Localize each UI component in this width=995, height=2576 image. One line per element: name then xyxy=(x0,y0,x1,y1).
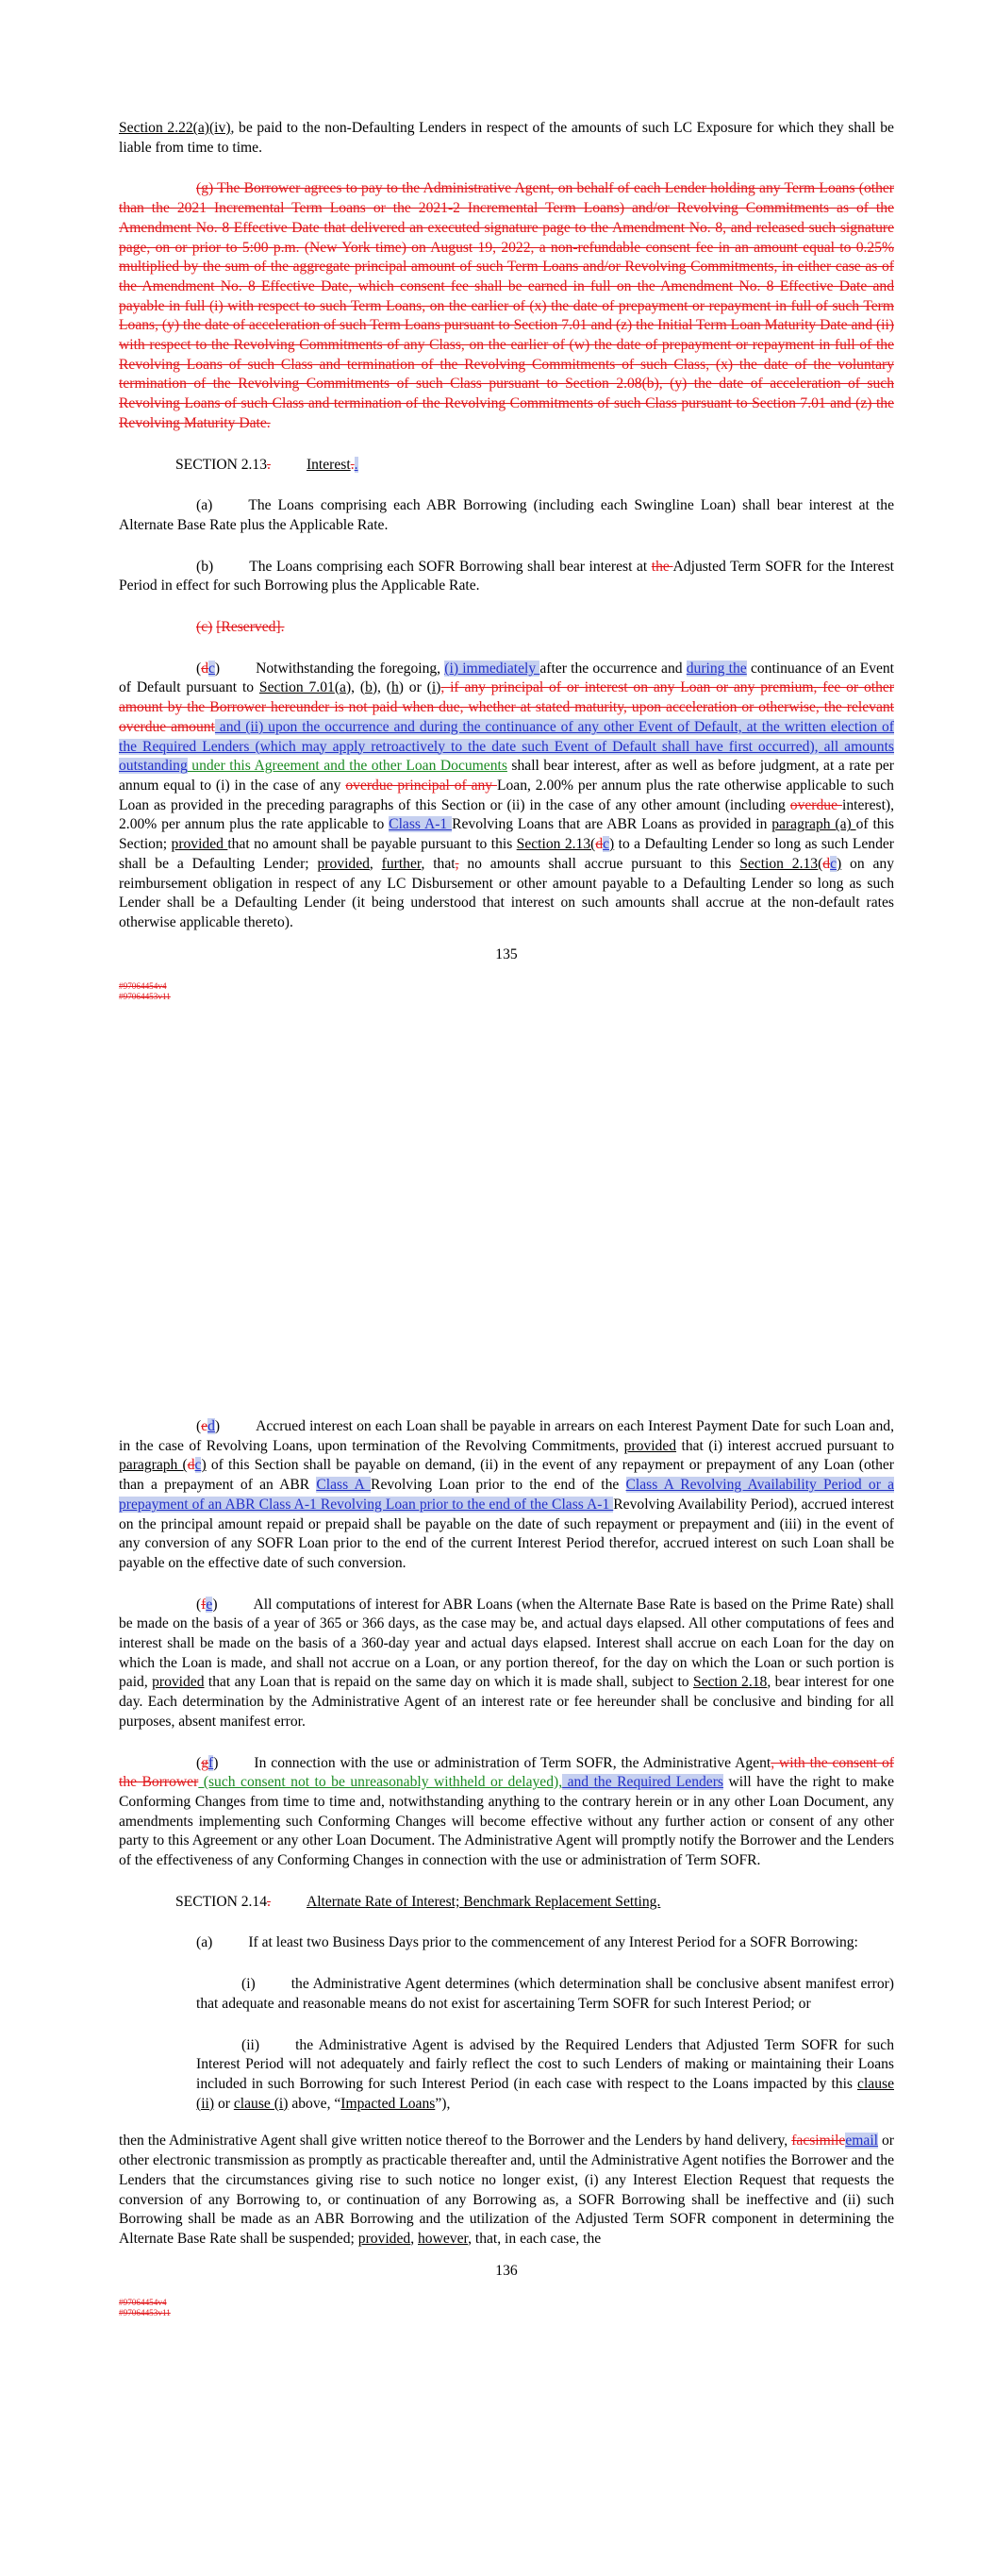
paragraph-text: The Loans comprising each ABR Borrowing (including each Swingline Loan) shall bear interest at the Alternate Base Rate plus the Applicable Rate. xyxy=(119,497,894,533)
text: that (i) interest accrued pursuant to xyxy=(676,1437,894,1454)
defined-term: however xyxy=(418,2230,469,2247)
paragraph-text: If at least two Business Days prior to the commencement of any Interest Period for a SOFR Borrowing: xyxy=(248,1934,858,1951)
label-paren: ( xyxy=(196,1754,202,1771)
section-ref: Section 7.01 xyxy=(258,679,335,696)
section-ref: b xyxy=(365,679,373,696)
section-title: Interest xyxy=(306,456,351,473)
deleted-period: . xyxy=(267,1893,271,1910)
inserted-letter: c xyxy=(194,1457,202,1474)
paragraph-a-abr xyxy=(119,496,894,535)
deleted-letter: d xyxy=(187,1457,195,1474)
text: Accrued interest on each Loan shall be payable in arrears on each Interest Payment Date for such Loan and, in the case of Revolving Loans, upon termination of the Revolving Commitments, xyxy=(119,1418,894,1454)
footer-doc-id: #97064453v11 xyxy=(119,992,171,1002)
text: , xyxy=(410,2230,418,2247)
page-136-body xyxy=(119,1417,894,2318)
defined-term: further xyxy=(381,855,422,872)
inserted-text: during the xyxy=(686,660,747,677)
paragraph-b-sofr xyxy=(119,558,894,596)
section-ref: clause (i) xyxy=(233,2095,289,2112)
text: shall bear interest, after as well as before judgment, at a rate per annum equal to (i) in the case of any xyxy=(119,758,894,794)
inserted-text: email xyxy=(845,2133,878,2149)
label-paren: ( xyxy=(196,1596,202,1613)
deleted-text: overdue principal of any xyxy=(345,777,497,794)
inserted-letter: c xyxy=(603,836,610,853)
paragraph-label: (b) xyxy=(196,558,214,575)
deleted-text: facsimile xyxy=(791,2133,846,2149)
text: ), ( xyxy=(372,679,391,696)
text: , that xyxy=(421,855,456,872)
defined-term: provided xyxy=(623,1437,677,1454)
paragraph-c-reserved xyxy=(119,618,894,638)
page-number: 135 xyxy=(495,945,518,962)
paragraph-lc-exposure xyxy=(119,119,894,158)
text: , bear interest for one day. Each determination by the Administrative Agent of an interest rate or fee hereunder shall be conclusive and binding for all purposes, absent manifest error. xyxy=(119,1674,895,1730)
paragraph-text: The Loans comprising each SOFR Borrowing shall bear interest at xyxy=(249,558,652,575)
deleted-letter: d xyxy=(201,660,208,677)
paragraph-f-computations xyxy=(119,1596,894,1732)
section-ref: Section 2.13( xyxy=(739,855,823,872)
text: after the occurrence and xyxy=(539,660,687,677)
deleted-text: the xyxy=(651,558,673,575)
section-ref: ) xyxy=(837,855,842,872)
deleted-text: , with the consent of the Borrower xyxy=(119,1754,894,1791)
footer-doc-id: #97064453v11 xyxy=(119,2308,171,2318)
inserted-letter: d xyxy=(207,1418,215,1434)
label-paren: ) xyxy=(213,1754,219,1771)
defined-term: provided xyxy=(317,855,370,872)
deleted-text: , if any principal of or interest on any Loan or any premium, fee or other amount by the Borrower hereunder is not paid when due, whether at stated maturity, upon acceleration or otherwise, the relevant overdue amount xyxy=(119,679,894,735)
text: In connection with the use or administration of Term SOFR, the Administrative Agent xyxy=(254,1754,771,1771)
text: to a Defaulting Lender so long as such Lender shall be a Defaulting Lender; xyxy=(119,836,895,872)
paragraph-label: (a) xyxy=(196,497,213,514)
paragraph-g-conforming-changes xyxy=(119,1754,894,1871)
inserted-text: Class A-1 xyxy=(389,816,453,833)
inserted-letter: c xyxy=(208,660,215,677)
inserted-text: Class A xyxy=(316,1477,372,1494)
deleted-letter: e xyxy=(201,1418,208,1434)
text: ) or ( xyxy=(398,679,432,696)
label-paren: ( xyxy=(196,660,202,677)
paragraph-label: (a) xyxy=(196,1934,213,1951)
section-ref: Section 2.18 xyxy=(692,1674,768,1691)
inserted-text: and (ii) upon the occurrence and during the continuance of any other Event of Default, at the written election of the Required Lenders (which may apply retroactively to the date such Event of Default shall have first occurred), all amounts outstanding xyxy=(119,718,894,775)
paragraph-label: (c) xyxy=(196,619,213,636)
inserted-text: and the Required Lenders xyxy=(562,1774,723,1791)
section-ref: clause (ii) xyxy=(196,2075,894,2112)
text: no amounts shall accrue pursuant to this xyxy=(458,855,740,872)
text: interest), 2.00% per annum plus the rate applicable to xyxy=(119,796,894,833)
moved-deleted-text: (such consent not to be unreasonably withheld or delayed), xyxy=(198,1774,563,1791)
inserted-period: . xyxy=(354,456,358,473)
paragraph-then-notice xyxy=(119,2132,894,2249)
text: that any Loan that is repaid on the same day on which it is made shall, subject to xyxy=(204,1674,693,1691)
text: Loan, 2.00% per annum plus the rate otherwise applicable to such Loan as provided in the preceding paragraphs of this Section or (ii) in the case of any other amount (including xyxy=(119,777,894,813)
inserted-letter: c xyxy=(830,855,837,872)
section-ref: paragraph ( xyxy=(119,1457,188,1474)
text: ) xyxy=(436,679,441,696)
section-number: SECTION 2.14 xyxy=(175,1893,268,1910)
clause-text: the Administrative Agent determines (which determination shall be conclusive absent manifest error) that adequate and reasonable means do not exist for ascertaining Term SOFR for such Interest Period; or xyxy=(196,1976,894,2012)
footer-doc-id: #97064454v4 xyxy=(119,981,167,992)
text: ”), xyxy=(435,2095,451,2112)
paragraph-d-default-interest xyxy=(119,660,894,933)
label-paren: ) xyxy=(214,1418,221,1434)
text: Revolving Loan prior to the end of the xyxy=(371,1477,626,1494)
moved-text: under this Agreement and the other Loan Documents xyxy=(187,758,507,775)
clause-label: (ii) xyxy=(241,2036,260,2053)
text: then the Administrative Agent shall give written notice thereof to the Borrower and the Lenders by hand delivery, xyxy=(119,2133,792,2149)
text: above, “ xyxy=(288,2095,341,2112)
page-number: 136 xyxy=(495,2262,518,2279)
paragraph-a-sofr-unavailable xyxy=(119,1933,894,1953)
text: of this Section; xyxy=(119,816,894,853)
clause-label: (i) xyxy=(241,1976,256,1993)
text: ( xyxy=(334,679,340,696)
inserted-text: (i) immediately xyxy=(444,660,540,677)
defined-term: Impacted Loans xyxy=(340,2095,436,2112)
inserted-letter: e xyxy=(206,1596,213,1613)
defined-term: provided xyxy=(171,836,228,853)
deleted-text: The Borrower agrees to pay to the Administrative Agent, on behalf of each Lender holding any Term Loans (other than the 2021 Incremental Term Loans or the 2021-2 Incremental Term Loans) and/or Revolving Commitments as of the Amendment No. 8 Effective Date that delivered an executed signature page to the Amendment No. 8, and released such signature page, on or prior to 5:00 p.m. (New York time) on August 19, 2022, a non-refundable consent fee in an amount equal to 0.25% multiplied by the sum of the aggregate principal amount of such Term Loans and/or Revolving Commitments, in either case as of the Amendment No. 8 Effective Date, which consent fee shall be earned in full on the Amendment No. 8 Effective Date and payable in full (i) with respect to such Term Loans, on the earlier of (x) the date of prepayment or repayment in full of such Term Loans, (y) the date of acceleration of such Term Loans pursuant to Section 7.01 and (z) the Initial Term Loan Maturity Date and (ii) with respect to the Revolving Commitments of any Class, on the earlier of (w) the date of prepayment or repayment in full of the Revolving Loans of such Class and termination of the Revolving Commitments of such Class, (x) the date of the voluntary termination of the Revolving Commitments of such Class pursuant to Section 2.08(b), (y) the date of acceleration of such Revolving Loans of such Class and termination of the Revolving Commitments of such Class pursuant to Section 7.01 and (z) the Revolving Maturity Date. xyxy=(119,180,894,431)
text: , that, in each case, the xyxy=(468,2230,602,2247)
text: Notwithstanding the foregoing, xyxy=(256,660,445,677)
deleted-text: , xyxy=(455,855,459,872)
section-ref: h xyxy=(390,679,399,696)
page-136 xyxy=(0,1312,995,2576)
section-ref: Section 2.13( xyxy=(516,836,596,853)
paragraph-g-deleted xyxy=(119,179,894,433)
section-ref: a xyxy=(340,679,346,696)
page-135-body xyxy=(119,119,894,1002)
defined-term: provided xyxy=(357,2230,411,2247)
section-title: Alternate Rate of Interest; Benchmark Replacement Setting. xyxy=(306,1893,661,1910)
deleted-letter: d xyxy=(595,836,604,853)
paragraph-label: (g) xyxy=(196,180,214,197)
section-2-14-heading xyxy=(119,1893,894,1913)
section-ref: ) xyxy=(201,1457,207,1474)
clause-ii xyxy=(196,2036,894,2115)
section-ref: i xyxy=(431,679,437,696)
text: , xyxy=(369,855,382,872)
text: will have the right to make Conforming Changes from time to time and, notwithstanding anything to the contrary herein or in any other Loan Document, any amendments implementing such Conforming Changes will become effective without any further action or consent of any other party to this Agreement or any other Loan Document. The Administrative Agent will promptly notify the Borrower and the Lenders of the effectiveness of any Conforming Changes in connection with the use or administration of Term SOFR. xyxy=(119,1774,894,1869)
inserted-text: Class A Revolving Availability Period or a prepayment of an ABR Class A-1 Revolving Loan prior to the end of the Class A-1 xyxy=(119,1477,894,1513)
paragraph-e-accrued-interest xyxy=(119,1417,894,1574)
text: of this Section shall be payable on demand, (ii) in the event of any repayment or prepayment of any Loan (other than a prepayment of an ABR xyxy=(119,1457,894,1494)
label-paren: ( xyxy=(196,1418,202,1434)
text: continuance of an Event of Default pursuant to xyxy=(119,660,894,696)
clause-i xyxy=(196,1975,894,2014)
text: All computations of interest for ABR Loans (when the Alternate Base Rate is based on the Prime Rate) shall be made on the basis of a year of 365 or 366 days, as the case may be, and actual days elapsed. All other computations of fees and interest shall be made on the basis of a 360-day year and actual days elapsed. Interest shall accrue on each Loan for the day on which the Loan is made, and shall not accrue on a Loan, or any portion thereof, for the day on which the Loan or such portion is paid, xyxy=(119,1596,894,1691)
deleted-period: . xyxy=(350,456,355,473)
text: the Administrative Agent is advised by the Required Lenders that Adjusted Term SOFR for such Interest Period will not adequately and fairly reflect the cost to such Lenders of making or maintaining their Loans included in such Borrowing for such Interest Period (in each case with respect to the Loans impacted by this xyxy=(196,2036,894,2092)
text: ), ( xyxy=(345,679,366,696)
paragraph-text: Adjusted Term SOFR for the Interest Period in effect for such Borrowing plus the Applicable Rate. xyxy=(119,558,895,594)
text: Revolving Loans that are ABR Loans as provided in xyxy=(452,816,772,833)
deleted-letter: f xyxy=(201,1596,207,1613)
section-number: SECTION 2.13 xyxy=(175,456,268,473)
paragraph-text: , be paid to the non-Defaulting Lenders in respect of the amounts of such LC Exposure for which they shall be liable from time to time. xyxy=(119,120,894,156)
section-ref: paragraph (a) xyxy=(771,816,856,833)
label-paren: ) xyxy=(212,1596,218,1613)
label-paren: ) xyxy=(214,660,221,677)
section-2-13-heading xyxy=(119,456,894,476)
section-ref: ) xyxy=(609,836,615,853)
deleted-period: . xyxy=(267,456,271,473)
inserted-letter: f xyxy=(208,1754,214,1771)
deleted-text: overdue xyxy=(789,796,842,813)
text: or xyxy=(214,2095,234,2112)
text: or other electronic transmission as promptly as practicable thereafter and, until the Administrative Agent notifies the Borrower and the Lenders that the circumstances giving rise to such notice no longer exist, (i) any Interest Election Request that requests the conversion of any Borrowing to, or continuation of any Borrowing as, a SOFR Borrowing shall be ineffective and (ii) such Borrowing shall be made as an ABR Borrowing and the utilization of the Adjusted Term SOFR component in determining the Alternate Base Rate shall be suspended; xyxy=(119,2133,894,2247)
text: on any reimbursement obligation in respect of any LC Disbursement or other amount payable to a Defaulting Lender so long as such Lender shall be a Defaulting Lender (it being understood that interest on such amounts shall accrue at the non-default rates otherwise applicable thereto). xyxy=(119,855,895,930)
deleted-text: [Reserved]. xyxy=(216,619,285,636)
section-ref: Section 2.22(a)(iv) xyxy=(119,120,231,136)
text: Revolving Availability Period), accrued interest on the principal amount repaid or prepaid shall be payable on the date of such repayment or prepayment and (iii) in the event of any conversion of any SOFR Loan prior to the end of the current Interest Period therefor, accrued interest on such Loan shall be payable on the effective date of such conversion. xyxy=(119,1496,894,1571)
footer-doc-id: #97064454v4 xyxy=(119,2298,167,2308)
deleted-letter: g xyxy=(201,1754,208,1771)
defined-term: provided xyxy=(152,1674,205,1691)
deleted-letter: d xyxy=(822,855,831,872)
text: that no amount shall be payable pursuant to this xyxy=(227,836,517,853)
